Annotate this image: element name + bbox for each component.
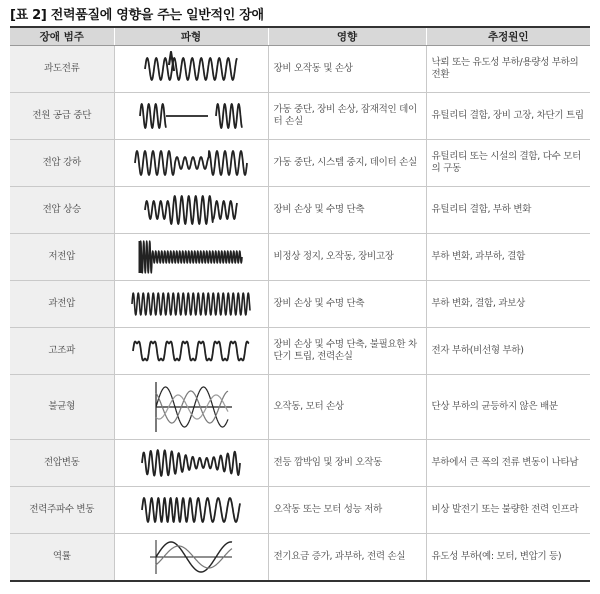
waveform-cell: [114, 440, 268, 487]
effect-cell: 오작동, 모터 손상: [268, 375, 426, 440]
table-row: [10, 440, 590, 487]
waveform-cell: [114, 487, 268, 534]
category-cell: 불균형: [10, 375, 114, 440]
unbalance-waveform-icon: [146, 378, 236, 436]
interruption-waveform-icon: [136, 98, 246, 134]
cause-cell: 전자 부하(비선형 부하): [426, 328, 590, 375]
category-cell: 전압변동: [10, 440, 114, 487]
table-row: [10, 281, 590, 328]
effect-cell: 장비 오작동 및 손상: [268, 46, 426, 93]
header-waveform: 파형: [114, 27, 268, 46]
cause-cell: 부하 변화, 과부하, 결함: [426, 234, 590, 281]
waveform-cell: [114, 375, 268, 440]
waveform-cell: [114, 328, 268, 375]
table-row: [10, 187, 590, 234]
table-row: [10, 534, 590, 581]
cause-cell: 부하 변화, 결함, 과보상: [426, 281, 590, 328]
effect-cell: 장비 손상 및 수명 단축, 불필요한 차단기 트립, 전력손실: [268, 328, 426, 375]
category-cell: 역률: [10, 534, 114, 581]
effect-cell: 오작동 또는 모터 성능 저하: [268, 487, 426, 534]
waveform-cell: [114, 187, 268, 234]
table-row: [10, 140, 590, 187]
category-cell: 고조파: [10, 328, 114, 375]
cause-cell: 단상 부하의 균등하지 않은 배분: [426, 375, 590, 440]
cause-cell: 유도성 부하(예: 모터, 변압기 등): [426, 534, 590, 581]
table-caption: [표 2] 전력품질에 영향을 주는 일반적인 장애: [10, 8, 264, 23]
cause-cell: 부하에서 큰 폭의 전류 변동이 나타남: [426, 440, 590, 487]
waveform-cell: [114, 534, 268, 581]
transient-waveform-icon: [141, 51, 241, 87]
harmonics-waveform-icon: [129, 333, 253, 369]
sag-waveform-icon: [131, 145, 251, 181]
effect-cell: 전등 깜박임 및 장비 오작동: [268, 440, 426, 487]
frequency-variation-waveform-icon: [138, 492, 244, 528]
category-cell: 저전압: [10, 234, 114, 281]
category-cell: 전원 공급 중단: [10, 93, 114, 140]
category-cell: 전력주파수 변동: [10, 487, 114, 534]
category-cell: 전압 강하: [10, 140, 114, 187]
table-row: [10, 487, 590, 534]
overvoltage-waveform-icon: [128, 286, 254, 322]
effect-cell: 비정상 정지, 오작동, 장비고장: [268, 234, 426, 281]
waveform-cell: [114, 140, 268, 187]
power-factor-waveform-icon: [146, 537, 236, 577]
effect-cell: 장비 손상 및 수명 단축: [268, 281, 426, 328]
category-cell: 전압 상승: [10, 187, 114, 234]
table-row: [10, 234, 590, 281]
waveform-cell: [114, 93, 268, 140]
waveform-cell: [114, 234, 268, 281]
category-cell: 과도전류: [10, 46, 114, 93]
category-cell: 과전압: [10, 281, 114, 328]
waveform-cell: [114, 46, 268, 93]
table-row: [10, 328, 590, 375]
effect-cell: 가동 중단, 장비 손상, 잠재적인 데이터 손실: [268, 93, 426, 140]
waveform-cell: [114, 281, 268, 328]
cause-cell: 유틸리티 또는 시설의 결함, 다수 모터의 구동: [426, 140, 590, 187]
cause-cell: 비상 발전기 또는 불량한 전력 인프라: [426, 487, 590, 534]
effect-cell: 가동 중단, 시스템 중지, 데이터 손실: [268, 140, 426, 187]
cause-cell: 유틸리티 결함, 장비 고장, 차단기 트립: [426, 93, 590, 140]
header-cause: 추정원인: [426, 27, 590, 46]
swell-waveform-icon: [141, 192, 241, 228]
table-row: [10, 46, 590, 93]
cause-cell: 유틸리티 결함, 부하 변화: [426, 187, 590, 234]
header-category: 장애 범주: [10, 27, 114, 46]
fluctuation-waveform-icon: [138, 445, 244, 481]
effect-cell: 장비 손상 및 수명 단축: [268, 187, 426, 234]
header-row: [10, 27, 590, 46]
table-row: [10, 375, 590, 440]
header-effect: 영향: [268, 27, 426, 46]
table-row: [10, 93, 590, 140]
effect-cell: 전기요금 증가, 과부하, 전력 손실: [268, 534, 426, 581]
cause-cell: 낙뢰 또는 유도성 부하/용량성 부하의 전환: [426, 46, 590, 93]
undervoltage-waveform-icon: [136, 239, 246, 275]
disturbance-table: [10, 26, 590, 582]
